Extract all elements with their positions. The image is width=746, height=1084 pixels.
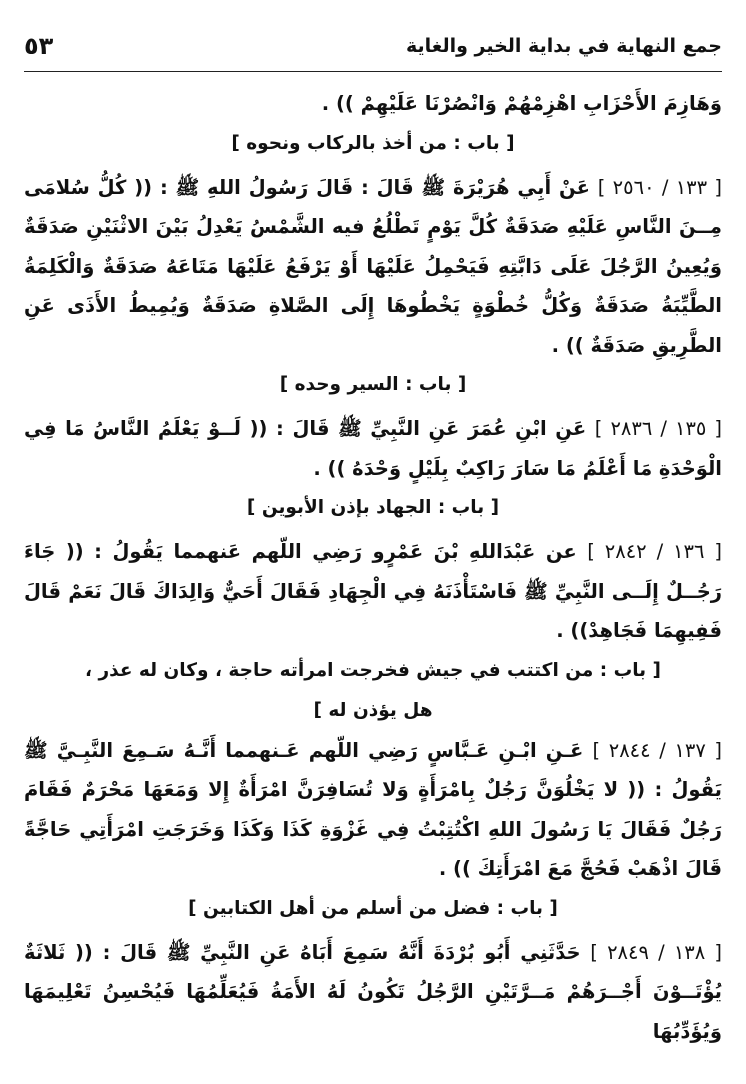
page-number: ٥٣ <box>24 32 54 60</box>
hadith-paragraph <box>24 731 722 889</box>
chapter-heading: [ باب : من أخذ بالركاب ونحوه ] <box>231 132 515 154</box>
continuation-text: وَهَازِمَ الأَحْزَابِ اهْزِمْهُمْ وَانْصُرْنَا عَلَيْهِمْ )) . <box>321 92 722 115</box>
hadith-paragraph <box>24 532 722 651</box>
hadith-ref: [ ١٣٣ / ٢٥٦٠ ] <box>597 175 722 199</box>
hadith-text: عَنْ أَبِي هُرَيْرَةَ ﷺ قَالَ : قَالَ رَسُولُ اللهِ ﷺ : (( كُلُّ سُلامَى مِــنَ النَّاسِ عَلَيْهِ صَدَقَةٌ كُلَّ يَوْمٍ تَطْلُعُ فيه الشَّمْسُ يَعْدِلُ بَيْنَ الاثْنَيْنِ صَدَقَةٌ وَيُعِينُ الرَّجُلَ عَلَى دَابَّتِهِ فَيَحْمِلُ عَلَيْهَا أَوْ يَرْفَعُ عَلَيْهَا مَتَاعَهُ صَدَقَةٌ وَالْكَلِمَةُ الطَّيِّبَةُ صَدَقَةٌ وَكُلُّ خُطْوَةٍ يَخْطُوهَا إِلَى الصَّلاةِ صَدَقَةٌ وَيُمِيطُ الأَذَى عَنِ الطَّرِيقِ صَدَقَةٌ )) . <box>24 175 722 357</box>
hadith-text: عَنِ ابْنِ عُمَرَ عَنِ النَّبِيِّ ﷺ قَالَ : (( لَــوْ يَعْلَمُ النَّاسُ مَا فِي الْوَحْدَةِ مَا أَعْلَمُ مَا سَارَ رَاكِبٌ بِلَيْلٍ وَحْدَهُ )) . <box>24 417 722 480</box>
hadith-ref: [ ١٣٨ / ٢٨٤٩ ] <box>590 940 723 964</box>
hadith-text: عَـنِ ابْـنِ عَـبَّاسٍ رَضِي اللّهم عَـنهمما أَنَّـهُ سَـمِعَ النَّبِـيَّ ﷺ يَقُولُ : (( لا يَخْلُوَنَّ رَجُلٌ بِامْرَأَةٍ وَلا تُسَافِرَنَّ امْرَأَةٌ إِلا وَمَعَهَا مَحْرَمٌ فَقَامَ رَجُلٌ فَقَالَ يَا رَسُولَ اللهِ اكْتُتِبْتُ فِي غَزْوَةِ كَذَا وَكَذَا وَخَرَجَتِ امْرَأَتِي حَاجَّةً قَالَ اذْهَبْ فَحُجَّ مَعَ امْرَأَتِكَ )) . <box>24 738 722 880</box>
hadith-paragraph <box>24 409 722 488</box>
page-header <box>24 22 722 70</box>
hadith-paragraph <box>24 933 722 1052</box>
hadith-text: حَدَّثَنِي أَبُو بُرْدَةَ أَنَّهُ سَمِعَ أَبَاهُ عَنِ النَّبِيِّ ﷺ قَالَ : (( ثَلاثَةٌ يُؤْتَــوْنَ أَجْــرَهُمْ مَــرَّتَيْنِ الرَّجُلُ تَكُونُ لَهُ الأَمَةُ فَيُعَلِّمُهَا فَيُحْسِنُ تَعْلِيمَهَا وَيُؤَدِّبُهَا <box>24 940 722 1043</box>
hadith-text: عن عَبْدَاللهِ بْنَ عَمْرٍو رَضِي اللّهم عَنهمما يَقُولُ : (( جَاءَ رَجُــلٌ إِلَــى النَّبِيِّ ﷺ فَاسْتَأْذَنَهُ فِي الْجِهَادِ فَقَالَ أَحَيٌّ وَالِدَاكَ قَالَ نَعَمْ قَالَ فَفِيهِمَا فَجَاهِدْ)) . <box>24 540 722 642</box>
chapter-heading: [ باب : السير وحده ] <box>279 374 467 395</box>
chapter-heading <box>24 651 722 731</box>
chapter-heading: [ باب : فضل من أسلم من أهل الكتابين ] <box>188 897 558 919</box>
page-body <box>24 84 722 1051</box>
hadith-ref: [ ١٣٧ / ٢٨٤٤ ] <box>592 738 723 762</box>
hadith-paragraph <box>24 168 722 366</box>
header-rule <box>24 71 722 72</box>
chapter-heading: [ باب : الجهاد بإذن الأبوين ] <box>246 497 500 518</box>
chapter-heading-line: هل يؤذن له ] <box>313 699 433 721</box>
running-title: جمع النهاية في بداية الخير والغاية <box>405 35 722 57</box>
hadith-ref: [ ١٣٥ / ٢٨٣٦ ] <box>594 417 723 440</box>
chapter-heading-line: [ باب : من اكتتب في جيش فخرجت امرأته حاجة ، وكان له عذر ، <box>85 659 661 681</box>
hadith-ref: [ ١٣٦ / ٢٨٤٢ ] <box>587 540 722 563</box>
